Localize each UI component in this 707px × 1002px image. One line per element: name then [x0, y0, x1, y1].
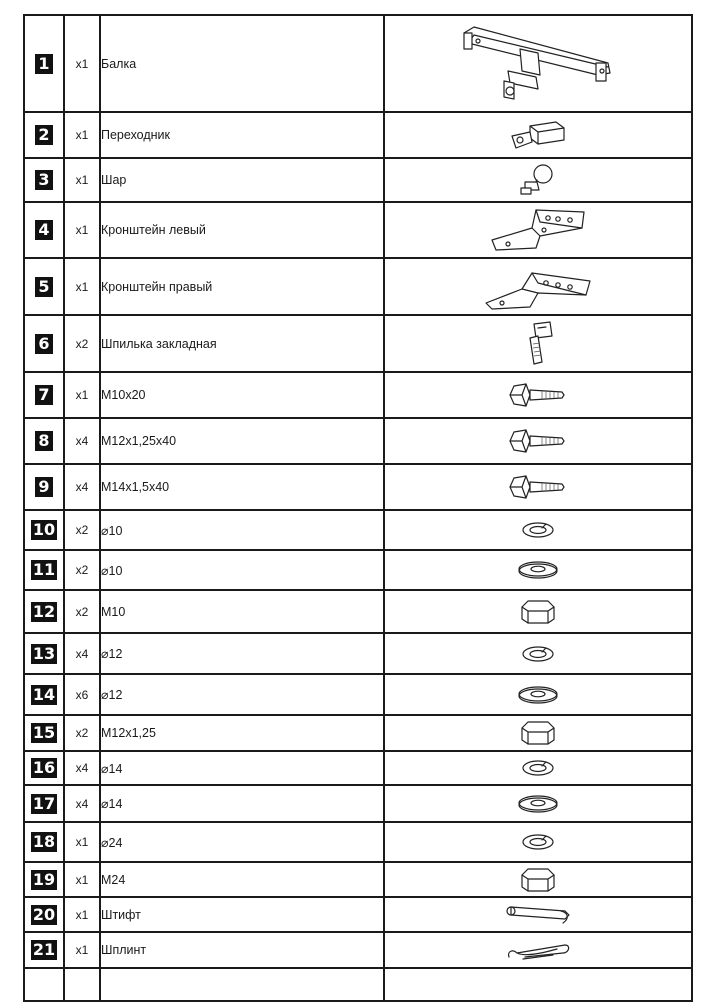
quantity-cell: x6 [64, 674, 100, 715]
table-row [24, 822, 692, 862]
item-number-badge: 1 [35, 54, 53, 74]
part-image-cell [384, 674, 692, 715]
table-row [24, 202, 692, 258]
quantity-cell: x1 [64, 258, 100, 315]
quantity-cell: x2 [64, 550, 100, 590]
item-number-cell [24, 112, 64, 158]
table-row [24, 550, 692, 590]
part-image-cell [384, 862, 692, 897]
item-number-badge: 12 [32, 601, 56, 621]
empty-cell [384, 968, 692, 1001]
item-number-badge: 4 [35, 220, 53, 240]
tow-bar-beam-icon [385, 23, 691, 105]
parts-list-sheet [23, 14, 691, 976]
item-number-badge: 9 [35, 477, 53, 497]
part-image-cell [384, 112, 692, 158]
empty-row [24, 968, 692, 1001]
part-name-cell: Шпилька закладная [100, 315, 384, 372]
part-image-cell [384, 158, 692, 202]
table-row [24, 112, 692, 158]
item-number-badge: 7 [35, 385, 53, 405]
item-number-badge: 8 [35, 431, 53, 451]
table-row [24, 785, 692, 822]
adapter-icon [385, 118, 691, 152]
table-row [24, 751, 692, 785]
item-number-cell [24, 862, 64, 897]
item-number-badge: 18 [32, 832, 56, 851]
item-number-cell [24, 932, 64, 968]
part-image-cell [384, 550, 692, 590]
table-row [24, 674, 692, 715]
spring-washer-icon [385, 831, 691, 853]
quantity-cell: x4 [64, 464, 100, 510]
right-bracket-icon [385, 263, 691, 311]
spring-washer-icon [385, 643, 691, 665]
part-image-cell [384, 785, 692, 822]
table-row [24, 932, 692, 968]
quantity-cell: x1 [64, 15, 100, 112]
item-number-badge: 5 [35, 277, 53, 297]
table-row [24, 158, 692, 202]
quantity-cell: x2 [64, 715, 100, 751]
quantity-cell: x1 [64, 372, 100, 418]
part-name-cell: ⌀10 [100, 550, 384, 590]
part-name-cell: M10 [100, 590, 384, 633]
table-row [24, 897, 692, 932]
bolt-icon [385, 426, 691, 456]
item-number-cell [24, 315, 64, 372]
table-row [24, 372, 692, 418]
table-row [24, 418, 692, 464]
quantity-cell: x2 [64, 590, 100, 633]
part-name-cell: ⌀10 [100, 510, 384, 550]
item-number-cell [24, 258, 64, 315]
table-row [24, 464, 692, 510]
quantity-cell: x4 [64, 633, 100, 674]
part-name-cell: Кронштейн правый [100, 258, 384, 315]
item-number-cell [24, 510, 64, 550]
table-row [24, 862, 692, 897]
embedded-stud-icon [385, 320, 691, 368]
item-number-badge: 6 [35, 334, 53, 354]
item-number-badge: 15 [32, 723, 56, 742]
table-row [24, 590, 692, 633]
part-image-cell [384, 897, 692, 932]
part-image-cell [384, 372, 692, 418]
part-name-cell: M14x1,5x40 [100, 464, 384, 510]
item-number-badge: 13 [32, 643, 56, 663]
part-image-cell [384, 822, 692, 862]
table-row [24, 258, 692, 315]
item-number-cell [24, 372, 64, 418]
item-number-cell [24, 202, 64, 258]
empty-cell [24, 968, 64, 1001]
quantity-cell: x1 [64, 822, 100, 862]
flat-washer-icon [385, 559, 691, 581]
item-number-badge: 11 [32, 560, 56, 579]
part-image-cell [384, 258, 692, 315]
tow-ball-icon [385, 162, 691, 198]
hex-nut-icon [385, 597, 691, 627]
table-row [24, 633, 692, 674]
part-image-cell [384, 418, 692, 464]
part-name-cell: M12x1,25 [100, 715, 384, 751]
item-number-badge: 17 [32, 793, 56, 813]
part-name-cell: Переходник [100, 112, 384, 158]
part-name-cell: ⌀12 [100, 674, 384, 715]
quantity-cell: x1 [64, 862, 100, 897]
item-number-cell [24, 590, 64, 633]
item-number-cell [24, 464, 64, 510]
item-number-cell [24, 674, 64, 715]
item-number-cell [24, 897, 64, 932]
table-row [24, 510, 692, 550]
spring-washer-icon [385, 519, 691, 541]
item-number-badge: 14 [32, 684, 56, 704]
part-image-cell [384, 590, 692, 633]
quantity-cell: x1 [64, 897, 100, 932]
part-name-cell: Кронштейн левый [100, 202, 384, 258]
quantity-cell: x1 [64, 202, 100, 258]
part-image-cell [384, 464, 692, 510]
left-bracket-icon [385, 206, 691, 254]
item-number-badge: 16 [32, 758, 56, 777]
item-number-badge: 20 [32, 904, 56, 924]
part-name-cell: ⌀24 [100, 822, 384, 862]
quantity-cell: x1 [64, 112, 100, 158]
part-name-cell: Шплинт [100, 932, 384, 968]
part-image-cell [384, 932, 692, 968]
item-number-badge: 21 [32, 940, 56, 959]
cotter-pin-icon [385, 935, 691, 965]
part-name-cell: ⌀12 [100, 633, 384, 674]
part-name-cell: Штифт [100, 897, 384, 932]
flat-washer-icon [385, 684, 691, 706]
table-row [24, 15, 692, 112]
item-number-cell [24, 715, 64, 751]
quantity-cell: x4 [64, 785, 100, 822]
part-name-cell: M12x1,25x40 [100, 418, 384, 464]
table-row [24, 715, 692, 751]
part-image-cell [384, 633, 692, 674]
empty-cell [100, 968, 384, 1001]
quantity-cell: x1 [64, 158, 100, 202]
parts-table [23, 14, 693, 1002]
quantity-cell: x1 [64, 932, 100, 968]
hex-nut-icon [385, 865, 691, 895]
item-number-cell [24, 751, 64, 785]
item-number-cell [24, 418, 64, 464]
quantity-cell: x4 [64, 418, 100, 464]
part-image-cell [384, 715, 692, 751]
item-number-badge: 19 [32, 869, 56, 889]
item-number-badge: 3 [35, 170, 53, 190]
item-number-badge: 10 [32, 520, 56, 539]
quantity-cell: x2 [64, 315, 100, 372]
part-name-cell: ⌀14 [100, 785, 384, 822]
part-name-cell: ⌀14 [100, 751, 384, 785]
part-image-cell [384, 15, 692, 112]
item-number-cell [24, 158, 64, 202]
item-number-cell [24, 633, 64, 674]
part-name-cell: Балка [100, 15, 384, 112]
flat-washer-icon [385, 793, 691, 815]
bolt-icon [385, 472, 691, 502]
part-name-cell: M10x20 [100, 372, 384, 418]
pin-icon [385, 901, 691, 929]
item-number-cell [24, 550, 64, 590]
item-number-cell [24, 822, 64, 862]
part-image-cell [384, 510, 692, 550]
quantity-cell: x4 [64, 751, 100, 785]
part-name-cell: M24 [100, 862, 384, 897]
item-number-cell [24, 785, 64, 822]
part-image-cell [384, 751, 692, 785]
table-row [24, 315, 692, 372]
item-number-badge: 2 [35, 125, 53, 145]
empty-cell [64, 968, 100, 1001]
bolt-icon [385, 380, 691, 410]
part-image-cell [384, 202, 692, 258]
hex-nut-icon [385, 718, 691, 748]
spring-washer-icon [385, 757, 691, 779]
part-name-cell: Шар [100, 158, 384, 202]
parts-table-body [24, 15, 692, 1001]
item-number-cell [24, 15, 64, 112]
part-image-cell [384, 315, 692, 372]
quantity-cell: x2 [64, 510, 100, 550]
